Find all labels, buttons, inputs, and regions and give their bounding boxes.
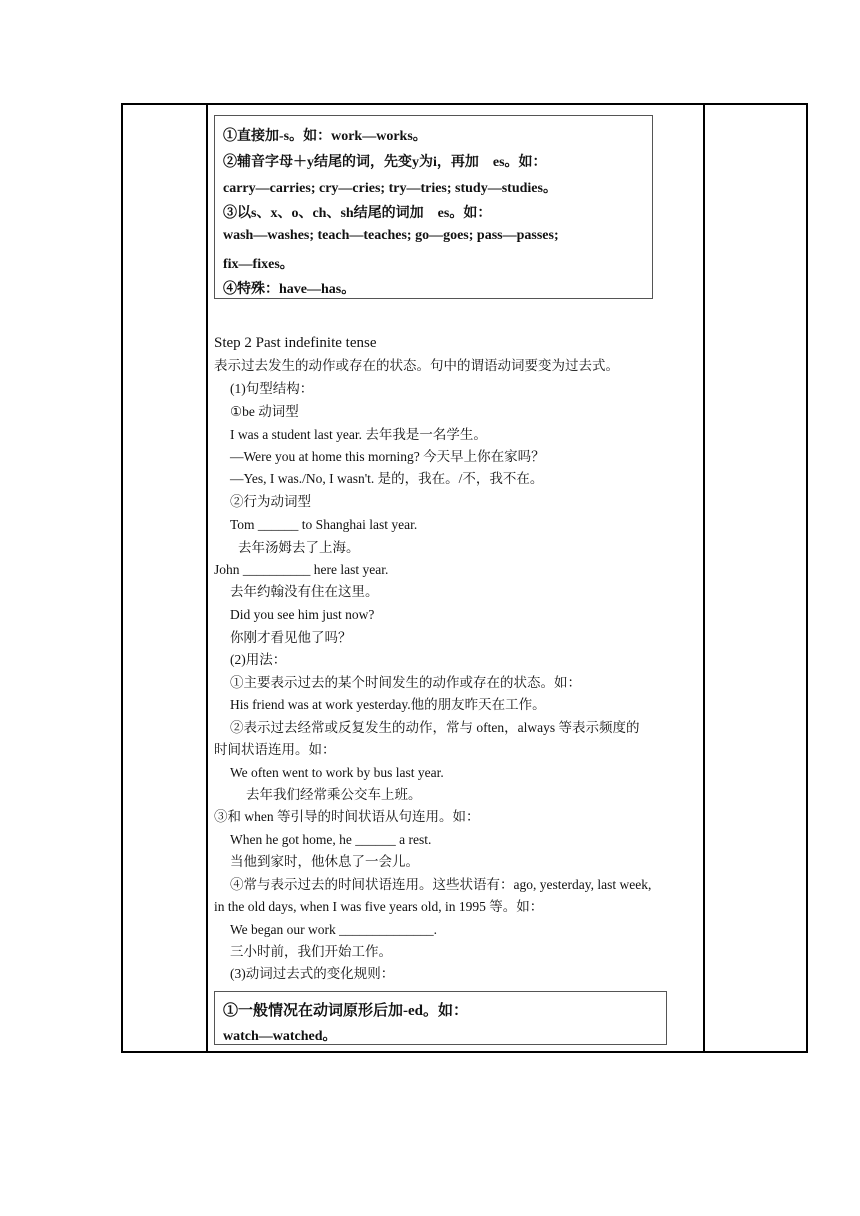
rules-box-third-person	[214, 115, 653, 299]
body-line: 表示过去发生的动作或存在的状态。句中的谓语动词要变为过去式。	[214, 358, 619, 373]
body-line: Did you see him just now?	[230, 607, 375, 622]
rule-line: carry—carries; cry—cries; try—tries; study—studies。	[223, 181, 557, 196]
body-line: ①be 动词型	[230, 404, 299, 419]
body-line: 去年约翰没有住在这里。	[230, 584, 379, 599]
body-line: When he got home, he ______ a rest.	[230, 832, 432, 847]
body-line: 当他到家时，他休息了一会儿。	[230, 854, 419, 869]
rule-line: watch—watched。	[223, 1029, 337, 1044]
rule-line: fix—fixes。	[223, 257, 294, 272]
body-line: —Were you at home this morning? 今天早上你在家吗？	[230, 449, 545, 464]
table-col-divider-2	[703, 103, 705, 1053]
rules-box-past-tense	[214, 991, 667, 1045]
body-line: His friend was at work yesterday.他的朋友昨天在工作。	[230, 697, 546, 712]
table-col-divider-1	[206, 103, 208, 1053]
body-line: 去年我们经常乘公交车上班。	[246, 787, 422, 802]
body-line: 去年汤姆去了上海。	[238, 540, 360, 555]
body-line: I was a student last year. 去年我是一名学生。	[230, 427, 487, 442]
rule-line: ①一般情况在动词原形后加-ed。如：	[223, 1003, 468, 1019]
rule-line: ③以s、x、o、ch、sh结尾的词加 es。如：	[223, 206, 492, 221]
body-line: We began our work ______________.	[230, 922, 438, 937]
body-line: (1)句型结构：	[230, 381, 314, 396]
table-right-border	[806, 103, 808, 1053]
rule-line: ②辅音字母＋y结尾的词，先变y为i，再加 es。如：	[223, 155, 547, 170]
body-line: ③和 when 等引导的时间状语从句连用。如：	[214, 809, 480, 824]
body-line: (3)动词过去式的变化规则：	[230, 966, 395, 981]
body-line: 三小时前，我们开始工作。	[230, 944, 392, 959]
rule-line: ①直接加-s。如：work—works。	[223, 129, 427, 144]
body-line: ②行为动词型	[230, 494, 311, 509]
body-line: We often went to work by bus last year.	[230, 765, 444, 780]
rule-line: ④特殊：have—has。	[223, 282, 356, 297]
body-line: 时间状语连用。如：	[214, 742, 336, 757]
body-line: ①主要表示过去的某个时间发生的动作或存在的状态。如：	[230, 675, 581, 690]
rule-line: wash—washes; teach—teaches; go—goes; pass—passes;	[223, 228, 559, 243]
body-line: —Yes, I was./No, I wasn't. 是的，我在。/不，我不在。	[230, 471, 544, 486]
body-line: 你刚才看见他了吗？	[230, 630, 352, 645]
body-line: (2)用法：	[230, 652, 287, 667]
body-line: ②表示过去经常或反复发生的动作，常与 often，always 等表示频度的	[230, 720, 640, 735]
body-line: ④常与表示过去的时间状语连用。这些状语有：ago, yesterday, last week,	[230, 877, 652, 892]
section-heading: Step 2 Past indefinite tense	[214, 335, 377, 351]
table-left-border	[121, 103, 123, 1053]
body-line: Tom ______ to Shanghai last year.	[230, 517, 418, 532]
body-line: in the old days, when I was five years old, in 1995 等。如：	[214, 899, 544, 914]
body-line: John __________ here last year.	[214, 562, 389, 577]
